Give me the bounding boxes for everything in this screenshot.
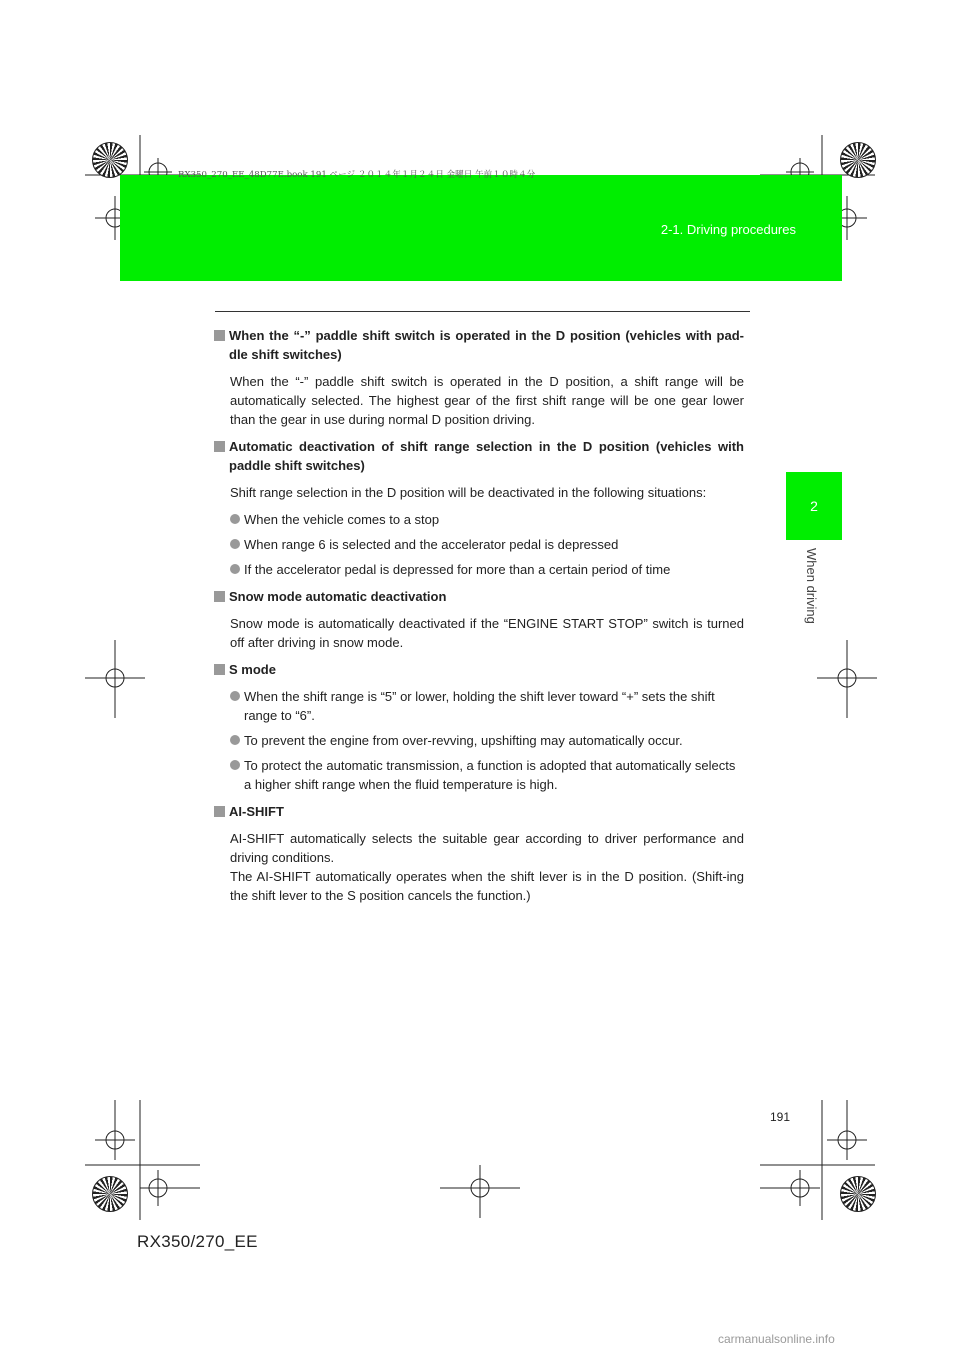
divider [215, 311, 750, 312]
bullet-list [214, 510, 744, 579]
registration-fan-icon [92, 142, 128, 178]
square-bullet-icon [214, 591, 225, 602]
list-item: To protect the automatic transmission, a function is adopted that automatically selects a higher shift range when the fluid temperature is high. [214, 756, 744, 794]
section-body: AI-SHIFT automatically selects the suitable gear according to driver performance and driving conditions. [230, 831, 744, 865]
section-body: Shift range selection in the D position will be deactivated in the following situations: [230, 485, 707, 500]
chapter-number: 2 [810, 498, 818, 514]
round-bullet-icon [230, 760, 240, 770]
list-item: When the vehicle comes to a stop [214, 510, 744, 529]
chapter-label: When driving [804, 548, 819, 624]
square-bullet-icon [214, 806, 225, 817]
section-title: Snow mode automatic deactivation [229, 589, 447, 604]
section-title: S mode [229, 662, 276, 677]
square-bullet-icon [214, 330, 225, 341]
section-title: Automatic deactivation of shift range selection in the D position (vehicles with paddle shift switches) [229, 439, 744, 473]
round-bullet-icon [230, 514, 240, 524]
round-bullet-icon [230, 735, 240, 745]
list-item: To prevent the engine from over-revving, upshifting may automatically occur. [214, 731, 744, 750]
watermark: carmanualsonline.info [718, 1332, 835, 1346]
section-body: When the “-” paddle shift switch is operated in the D position, a shift range will be automatically selected. The highest gear of the first shift range will be one gear lower than the gear in use during normal D position driving. [230, 374, 744, 427]
registration-fan-icon [92, 1176, 128, 1212]
list-item: When the shift range is “5” or lower, holding the shift lever toward “+” sets the shift range to “6”. [214, 687, 744, 725]
round-bullet-icon [230, 691, 240, 701]
list-item: When range 6 is selected and the accelerator pedal is depressed [214, 535, 744, 554]
content [214, 326, 744, 913]
section-snow-mode [214, 587, 744, 652]
model-code: RX350/270_EE [137, 1232, 258, 1251]
section-heading: 2-1. Driving procedures [660, 222, 796, 237]
list-item: If the accelerator pedal is depressed for more than a certain period of time [214, 560, 744, 579]
section-body: Snow mode is automatically deactivated if the “ENGINE START STOP” switch is turned off after driving in snow mode. [230, 616, 744, 650]
round-bullet-icon [230, 564, 240, 574]
section-body: The AI-SHIFT automatically operates when the shift lever is in the D position. (Shift-ing the shift lever to the S position cancels the function.) [230, 869, 744, 903]
section-title: When the “-” paddle shift switch is operated in the D position (vehicles with pad-dle shift switches) [229, 328, 744, 362]
round-bullet-icon [230, 539, 240, 549]
bullet-list [214, 687, 744, 794]
page-number: 191 [770, 1110, 791, 1124]
section-s-mode [214, 660, 744, 794]
section-title: AI-SHIFT [229, 804, 284, 819]
section-paddle-shift [214, 326, 744, 429]
section-ai-shift [214, 802, 744, 905]
square-bullet-icon [214, 441, 225, 452]
registration-fan-icon [840, 1176, 876, 1212]
print-info: RX350_270_EE_48D77E.book 191 ページ ２０１４年１月２４日 金曜日 午前１０時４分 [178, 170, 536, 180]
section-auto-deactivation [214, 437, 744, 579]
registration-fan-icon [840, 142, 876, 178]
square-bullet-icon [214, 664, 225, 675]
